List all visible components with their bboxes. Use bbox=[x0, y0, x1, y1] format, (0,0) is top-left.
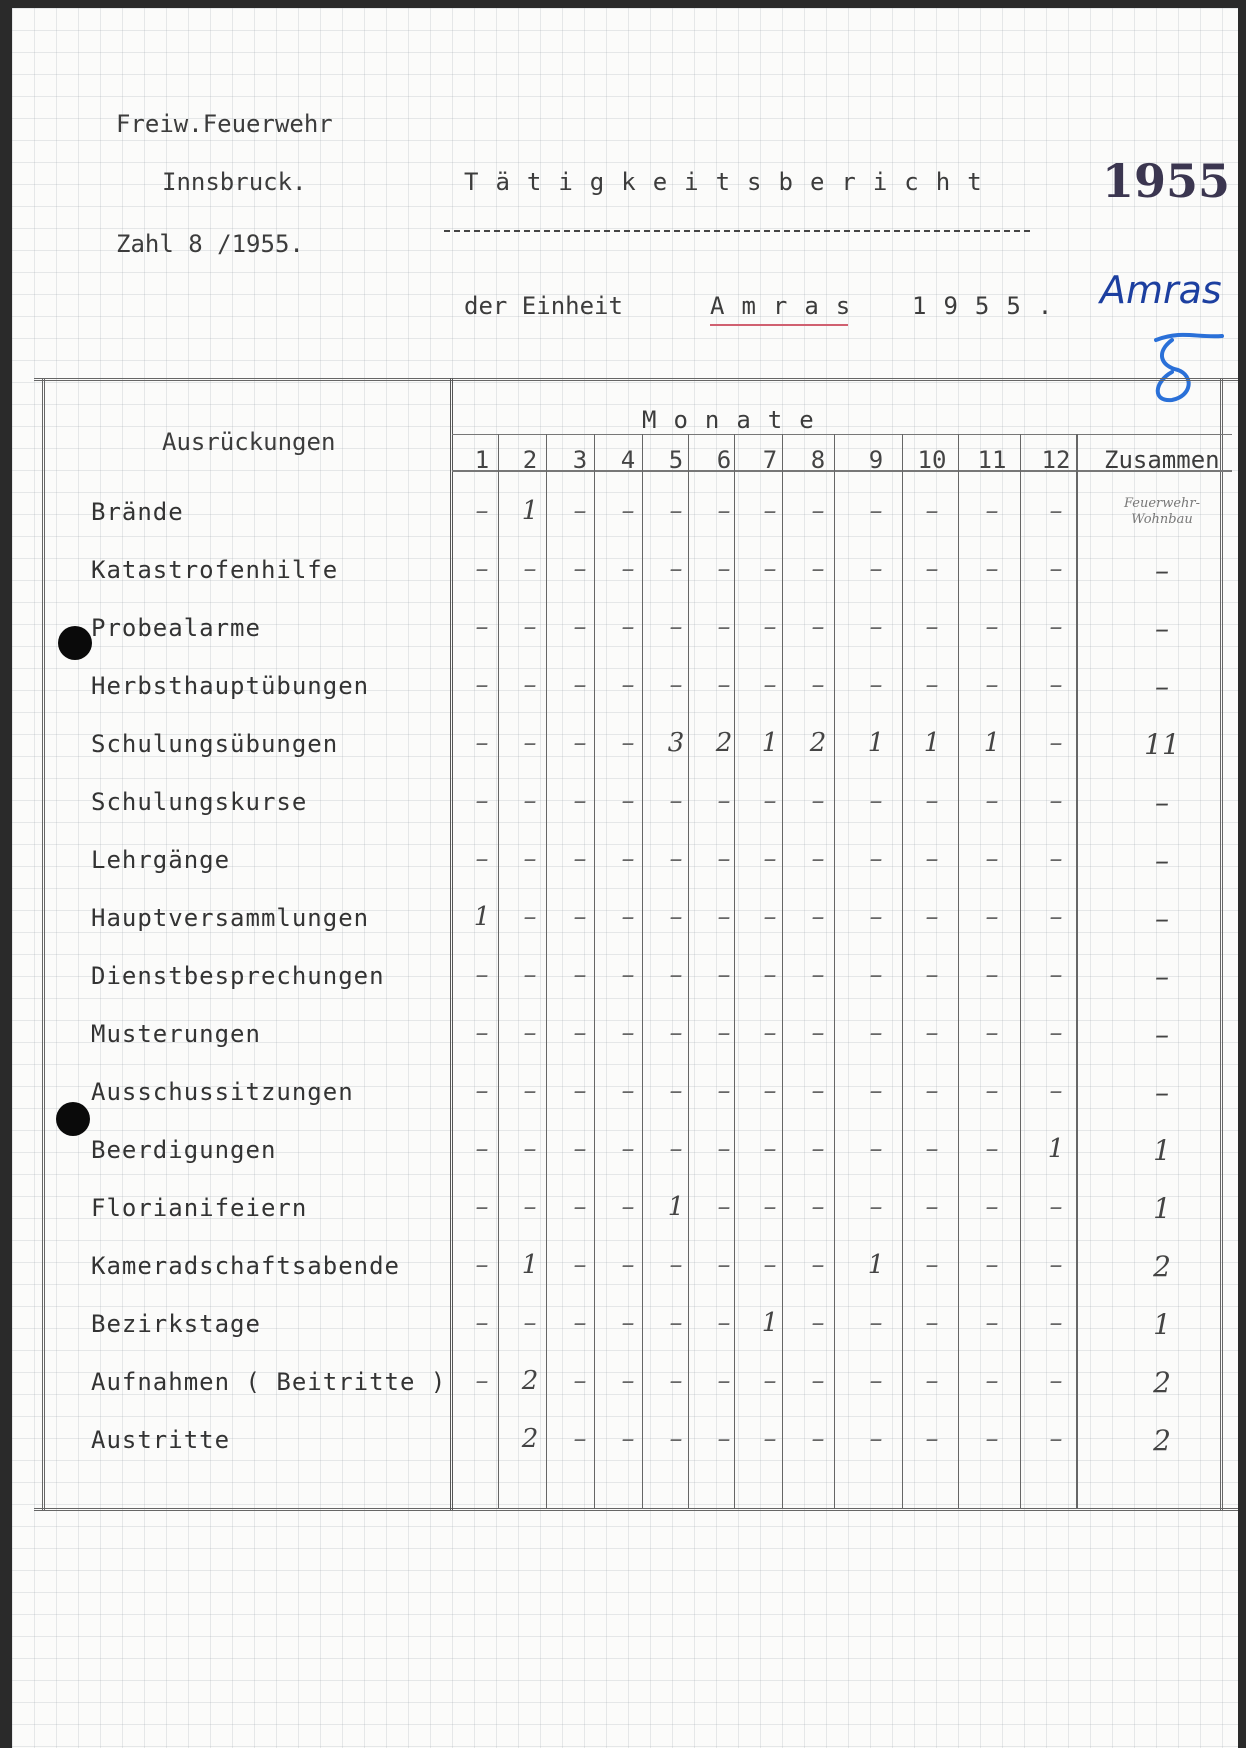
month-cell: – bbox=[669, 496, 683, 526]
month-cell: – bbox=[475, 728, 489, 758]
month-cell: 1 bbox=[867, 728, 885, 758]
month-cell: – bbox=[573, 1366, 587, 1396]
report-sheet bbox=[12, 8, 1238, 1748]
month-cell: – bbox=[669, 670, 683, 700]
month-cell: – bbox=[717, 670, 731, 700]
month-cell: – bbox=[621, 1076, 635, 1106]
month-cell: – bbox=[869, 1366, 883, 1396]
month-cell: – bbox=[573, 1076, 587, 1106]
month-cell: – bbox=[475, 1250, 489, 1280]
month-cell: – bbox=[869, 1076, 883, 1106]
month-cell: – bbox=[573, 1424, 587, 1454]
row-total: – bbox=[1155, 902, 1169, 935]
month-cell: – bbox=[985, 1192, 999, 1222]
month-cell: – bbox=[621, 1366, 635, 1396]
month-cell: 1 bbox=[761, 1308, 779, 1338]
month-cell: – bbox=[763, 612, 777, 642]
month-column-rule bbox=[902, 434, 903, 1508]
month-cell: – bbox=[985, 786, 999, 816]
month-cell: – bbox=[573, 1250, 587, 1280]
month-cell: – bbox=[925, 960, 939, 990]
month-cell: – bbox=[717, 902, 731, 932]
month-cell: – bbox=[523, 1308, 537, 1338]
month-cell: – bbox=[573, 1134, 587, 1164]
month-cell: – bbox=[763, 786, 777, 816]
month-number: 9 bbox=[868, 446, 884, 474]
month-cell: – bbox=[811, 844, 825, 874]
months-header: Monate bbox=[642, 406, 831, 434]
month-cell: – bbox=[523, 1134, 537, 1164]
month-cell: – bbox=[475, 496, 489, 526]
row-label: Probealarme bbox=[91, 614, 261, 642]
month-cell: – bbox=[925, 1308, 939, 1338]
month-cell: 1 bbox=[521, 496, 539, 526]
month-cell: – bbox=[985, 496, 999, 526]
month-cell: – bbox=[985, 612, 999, 642]
month-cell: – bbox=[717, 1192, 731, 1222]
month-cell: – bbox=[811, 1076, 825, 1106]
row-label: Katastrofenhilfe bbox=[91, 556, 339, 584]
month-cell: – bbox=[717, 1076, 731, 1106]
month-cell: – bbox=[925, 1076, 939, 1106]
row-total: – bbox=[1155, 612, 1169, 645]
row-total: Feuerwehr-Wohnbau bbox=[1123, 496, 1201, 527]
row-total: – bbox=[1155, 960, 1169, 993]
month-cell: – bbox=[763, 496, 777, 526]
month-cell: 1 bbox=[1047, 1134, 1065, 1164]
month-cell: – bbox=[869, 612, 883, 642]
month-cell: – bbox=[621, 496, 635, 526]
row-total: – bbox=[1155, 670, 1169, 703]
month-cell: – bbox=[621, 1308, 635, 1338]
month-cell: 2 bbox=[521, 1366, 539, 1396]
month-cell: – bbox=[925, 1192, 939, 1222]
month-cell: – bbox=[523, 1192, 537, 1222]
month-cell: – bbox=[523, 670, 537, 700]
row-total: 2 bbox=[1153, 1424, 1171, 1457]
month-cell: – bbox=[925, 786, 939, 816]
month-cell: – bbox=[573, 670, 587, 700]
month-cell: – bbox=[717, 554, 731, 584]
month-cell: – bbox=[669, 960, 683, 990]
table-top-rule bbox=[34, 378, 1238, 381]
row-label: Musterungen bbox=[91, 1020, 261, 1048]
month-cell: – bbox=[717, 960, 731, 990]
month-cell: – bbox=[573, 1192, 587, 1222]
month-cell: – bbox=[669, 1134, 683, 1164]
month-cell: – bbox=[717, 1424, 731, 1454]
month-cell: – bbox=[573, 612, 587, 642]
month-cell: – bbox=[925, 1424, 939, 1454]
month-cell: – bbox=[669, 612, 683, 642]
month-cell: – bbox=[985, 1250, 999, 1280]
row-label: Kameradschaftsabende bbox=[91, 1252, 400, 1280]
month-cell: – bbox=[925, 554, 939, 584]
unit-prefix: der Einheit bbox=[464, 292, 623, 320]
month-cell: – bbox=[985, 554, 999, 584]
month-cell: 1 bbox=[521, 1250, 539, 1280]
month-cell: – bbox=[869, 1308, 883, 1338]
month-number: 4 bbox=[620, 446, 636, 474]
month-cell: – bbox=[869, 1192, 883, 1222]
month-cell: – bbox=[811, 960, 825, 990]
month-cell: – bbox=[869, 960, 883, 990]
month-cell: – bbox=[475, 960, 489, 990]
row-label: Herbsthauptübungen bbox=[91, 672, 370, 700]
handwritten-mark bbox=[1142, 330, 1232, 410]
month-cell: 1 bbox=[867, 1250, 885, 1280]
month-cell: – bbox=[763, 1366, 777, 1396]
month-number: 3 bbox=[572, 446, 588, 474]
month-cell: – bbox=[573, 554, 587, 584]
row-label: Lehrgänge bbox=[91, 846, 231, 874]
month-cell: – bbox=[669, 786, 683, 816]
month-number: 11 bbox=[977, 446, 1007, 474]
month-cell: – bbox=[621, 844, 635, 874]
month-cell: – bbox=[985, 1134, 999, 1164]
month-cell: – bbox=[811, 902, 825, 932]
months-rule bbox=[452, 434, 1232, 435]
row-label: Dienstbesprechungen bbox=[91, 962, 385, 990]
handwritten-unit-note: Amras bbox=[1100, 268, 1222, 312]
month-cell: – bbox=[811, 670, 825, 700]
month-cell: – bbox=[869, 670, 883, 700]
month-cell: – bbox=[763, 1076, 777, 1106]
month-number: 8 bbox=[810, 446, 826, 474]
month-cell: – bbox=[475, 1018, 489, 1048]
month-cell: – bbox=[621, 1192, 635, 1222]
month-cell: – bbox=[1049, 902, 1063, 932]
month-cell: – bbox=[985, 902, 999, 932]
month-cell: – bbox=[985, 1424, 999, 1454]
month-cell: – bbox=[811, 786, 825, 816]
month-cell: – bbox=[1049, 1192, 1063, 1222]
month-cell: – bbox=[985, 1076, 999, 1106]
month-cell: – bbox=[669, 554, 683, 584]
row-total: 1 bbox=[1153, 1134, 1171, 1167]
month-cell: – bbox=[573, 496, 587, 526]
month-cell: – bbox=[717, 1250, 731, 1280]
month-cell: – bbox=[523, 902, 537, 932]
month-cell: – bbox=[985, 960, 999, 990]
month-cell: – bbox=[475, 1076, 489, 1106]
row-total: 11 bbox=[1144, 728, 1180, 761]
month-cell: 1 bbox=[923, 728, 941, 758]
month-cell: – bbox=[869, 1018, 883, 1048]
month-cell: – bbox=[925, 612, 939, 642]
row-total: – bbox=[1155, 554, 1169, 587]
month-cell: – bbox=[621, 1250, 635, 1280]
month-cell: – bbox=[717, 1134, 731, 1164]
row-label: Florianifeiern bbox=[91, 1194, 308, 1222]
month-cell: 1 bbox=[667, 1192, 685, 1222]
month-cell: – bbox=[717, 1366, 731, 1396]
row-label: Brände bbox=[91, 498, 184, 526]
month-cell: – bbox=[669, 1308, 683, 1338]
month-cell: 2 bbox=[715, 728, 733, 758]
month-cell: – bbox=[1049, 844, 1063, 874]
month-cell: – bbox=[621, 554, 635, 584]
reference-number: Zahl 8 /1955. bbox=[116, 230, 304, 258]
month-cell: – bbox=[869, 902, 883, 932]
month-cell: – bbox=[763, 1134, 777, 1164]
month-cell: – bbox=[475, 1308, 489, 1338]
month-cell: – bbox=[573, 844, 587, 874]
month-cell: – bbox=[573, 1308, 587, 1338]
row-total: – bbox=[1155, 844, 1169, 877]
row-total: 2 bbox=[1153, 1366, 1171, 1399]
month-column-rule bbox=[1020, 434, 1021, 1508]
month-cell: – bbox=[573, 902, 587, 932]
table-right-rule bbox=[1220, 378, 1223, 1510]
month-cell: – bbox=[1049, 1018, 1063, 1048]
month-cell: – bbox=[869, 496, 883, 526]
month-cell: – bbox=[475, 554, 489, 584]
month-cell: – bbox=[523, 612, 537, 642]
month-number: 1 bbox=[474, 446, 490, 474]
document-title: Tätigkeitsbericht bbox=[464, 168, 999, 196]
month-cell: 2 bbox=[521, 1424, 539, 1454]
month-cell: – bbox=[1049, 1424, 1063, 1454]
year-stamp: 1955 bbox=[1102, 154, 1231, 208]
month-cell: – bbox=[985, 1366, 999, 1396]
month-cell: – bbox=[1049, 1250, 1063, 1280]
month-cell: – bbox=[811, 1424, 825, 1454]
month-cell: – bbox=[925, 1134, 939, 1164]
month-cell: – bbox=[523, 786, 537, 816]
month-cell: – bbox=[475, 844, 489, 874]
month-cell: 1 bbox=[761, 728, 779, 758]
row-label: Ausschussitzungen bbox=[91, 1078, 354, 1106]
month-number: 2 bbox=[522, 446, 538, 474]
month-cell: – bbox=[573, 960, 587, 990]
month-cell: – bbox=[985, 1018, 999, 1048]
month-cell: – bbox=[869, 786, 883, 816]
month-cell: – bbox=[811, 1134, 825, 1164]
month-cell: – bbox=[621, 1134, 635, 1164]
month-cell: – bbox=[621, 902, 635, 932]
month-cell: – bbox=[869, 554, 883, 584]
month-cell: – bbox=[1049, 728, 1063, 758]
month-cell: – bbox=[811, 1250, 825, 1280]
unit-name-underline bbox=[710, 324, 848, 326]
month-cell: – bbox=[573, 728, 587, 758]
month-cell: – bbox=[1049, 1366, 1063, 1396]
row-total: 1 bbox=[1153, 1192, 1171, 1225]
month-cell: – bbox=[985, 844, 999, 874]
month-cell: – bbox=[763, 670, 777, 700]
month-cell: – bbox=[621, 1018, 635, 1048]
month-cell: – bbox=[925, 902, 939, 932]
row-label: Schulungskurse bbox=[91, 788, 308, 816]
month-cell: – bbox=[869, 1424, 883, 1454]
month-cell: – bbox=[1049, 1308, 1063, 1338]
month-cell: – bbox=[475, 1192, 489, 1222]
month-cell: – bbox=[811, 1308, 825, 1338]
month-cell: – bbox=[763, 1250, 777, 1280]
month-cell: 3 bbox=[667, 728, 685, 758]
row-total: – bbox=[1155, 1018, 1169, 1051]
month-cell: – bbox=[1049, 554, 1063, 584]
month-number: 12 bbox=[1041, 446, 1071, 474]
row-label: Aufnahmen ( Beitritte ) bbox=[91, 1368, 447, 1396]
month-number: 7 bbox=[762, 446, 778, 474]
total-header: Zusammen bbox=[1104, 446, 1220, 474]
month-cell: – bbox=[669, 1076, 683, 1106]
table-left-rule bbox=[42, 378, 45, 1510]
month-cell: – bbox=[717, 612, 731, 642]
month-cell: – bbox=[475, 1134, 489, 1164]
row-total: – bbox=[1155, 786, 1169, 819]
month-cell: – bbox=[985, 670, 999, 700]
month-cell: – bbox=[475, 1366, 489, 1396]
row-total: 2 bbox=[1153, 1250, 1171, 1283]
month-cell: – bbox=[621, 960, 635, 990]
month-cell: – bbox=[523, 554, 537, 584]
row-label: Schulungsübungen bbox=[91, 730, 339, 758]
month-cell: – bbox=[523, 960, 537, 990]
month-cell: – bbox=[669, 1250, 683, 1280]
month-cell: – bbox=[925, 670, 939, 700]
month-cell: – bbox=[763, 1192, 777, 1222]
month-cell: – bbox=[811, 554, 825, 584]
month-cell: – bbox=[573, 1018, 587, 1048]
organization-city: Innsbruck. bbox=[162, 168, 307, 196]
month-cell: – bbox=[669, 1424, 683, 1454]
month-column-rule bbox=[958, 434, 959, 1508]
month-cell: – bbox=[1049, 496, 1063, 526]
month-cell: – bbox=[669, 844, 683, 874]
month-cell: – bbox=[621, 612, 635, 642]
row-label: Hauptversammlungen bbox=[91, 904, 370, 932]
organization-name: Freiw.Feuerwehr bbox=[116, 110, 333, 138]
row-label: Beerdigungen bbox=[91, 1136, 277, 1164]
month-cell: – bbox=[985, 1308, 999, 1338]
month-cell: – bbox=[523, 728, 537, 758]
month-cell: – bbox=[1049, 612, 1063, 642]
month-cell: – bbox=[925, 844, 939, 874]
month-cell: – bbox=[523, 1076, 537, 1106]
month-cell: – bbox=[811, 1018, 825, 1048]
row-total: – bbox=[1155, 1076, 1169, 1109]
month-cell: – bbox=[523, 1018, 537, 1048]
month-number: 10 bbox=[917, 446, 947, 474]
month-cell: – bbox=[717, 786, 731, 816]
month-cell: – bbox=[763, 554, 777, 584]
unit-name: Amras bbox=[710, 292, 868, 320]
month-number: 5 bbox=[668, 446, 684, 474]
month-cell: – bbox=[621, 786, 635, 816]
month-cell: – bbox=[763, 1018, 777, 1048]
month-cell: – bbox=[475, 612, 489, 642]
month-cell: – bbox=[621, 1424, 635, 1454]
month-cell: – bbox=[669, 902, 683, 932]
row-total: 1 bbox=[1153, 1308, 1171, 1341]
month-cell: – bbox=[869, 844, 883, 874]
table-bottom-rule bbox=[34, 1508, 1238, 1511]
month-cell: – bbox=[925, 1018, 939, 1048]
row-header: Ausrückungen bbox=[162, 428, 336, 456]
month-cell: – bbox=[925, 1366, 939, 1396]
month-cell: – bbox=[763, 844, 777, 874]
month-cell: – bbox=[621, 728, 635, 758]
month-cell: – bbox=[869, 1134, 883, 1164]
month-cell: – bbox=[475, 670, 489, 700]
month-cell: – bbox=[669, 1366, 683, 1396]
punch-hole-lower bbox=[56, 1102, 90, 1136]
month-cell: – bbox=[717, 844, 731, 874]
month-cell: – bbox=[763, 902, 777, 932]
punch-hole-upper bbox=[58, 626, 92, 660]
month-cell: – bbox=[717, 1018, 731, 1048]
unit-year: 1955. bbox=[912, 292, 1070, 320]
month-cell: 2 bbox=[809, 728, 827, 758]
month-number: 6 bbox=[716, 446, 732, 474]
month-cell: – bbox=[925, 496, 939, 526]
month-cell: – bbox=[475, 786, 489, 816]
month-cell: – bbox=[1049, 670, 1063, 700]
month-cell: – bbox=[811, 1192, 825, 1222]
row-label: Austritte bbox=[91, 1426, 231, 1454]
month-cell: – bbox=[763, 960, 777, 990]
month-cell: – bbox=[621, 670, 635, 700]
month-cell: – bbox=[669, 1018, 683, 1048]
month-cell: 1 bbox=[473, 902, 491, 932]
month-cell: – bbox=[1049, 786, 1063, 816]
month-cell: 1 bbox=[983, 728, 1001, 758]
month-cell: – bbox=[523, 844, 537, 874]
row-label: Bezirkstage bbox=[91, 1310, 261, 1338]
month-cell: – bbox=[763, 1424, 777, 1454]
month-cell: – bbox=[811, 612, 825, 642]
month-cell: – bbox=[717, 496, 731, 526]
month-cell: – bbox=[717, 1308, 731, 1338]
month-cell: – bbox=[925, 1250, 939, 1280]
month-cell: – bbox=[1049, 960, 1063, 990]
title-underline bbox=[444, 230, 1030, 232]
month-cell: – bbox=[811, 496, 825, 526]
label-column-rule bbox=[450, 378, 453, 1510]
month-cell: – bbox=[573, 786, 587, 816]
month-cell: – bbox=[1049, 1076, 1063, 1106]
month-cell: – bbox=[811, 1366, 825, 1396]
